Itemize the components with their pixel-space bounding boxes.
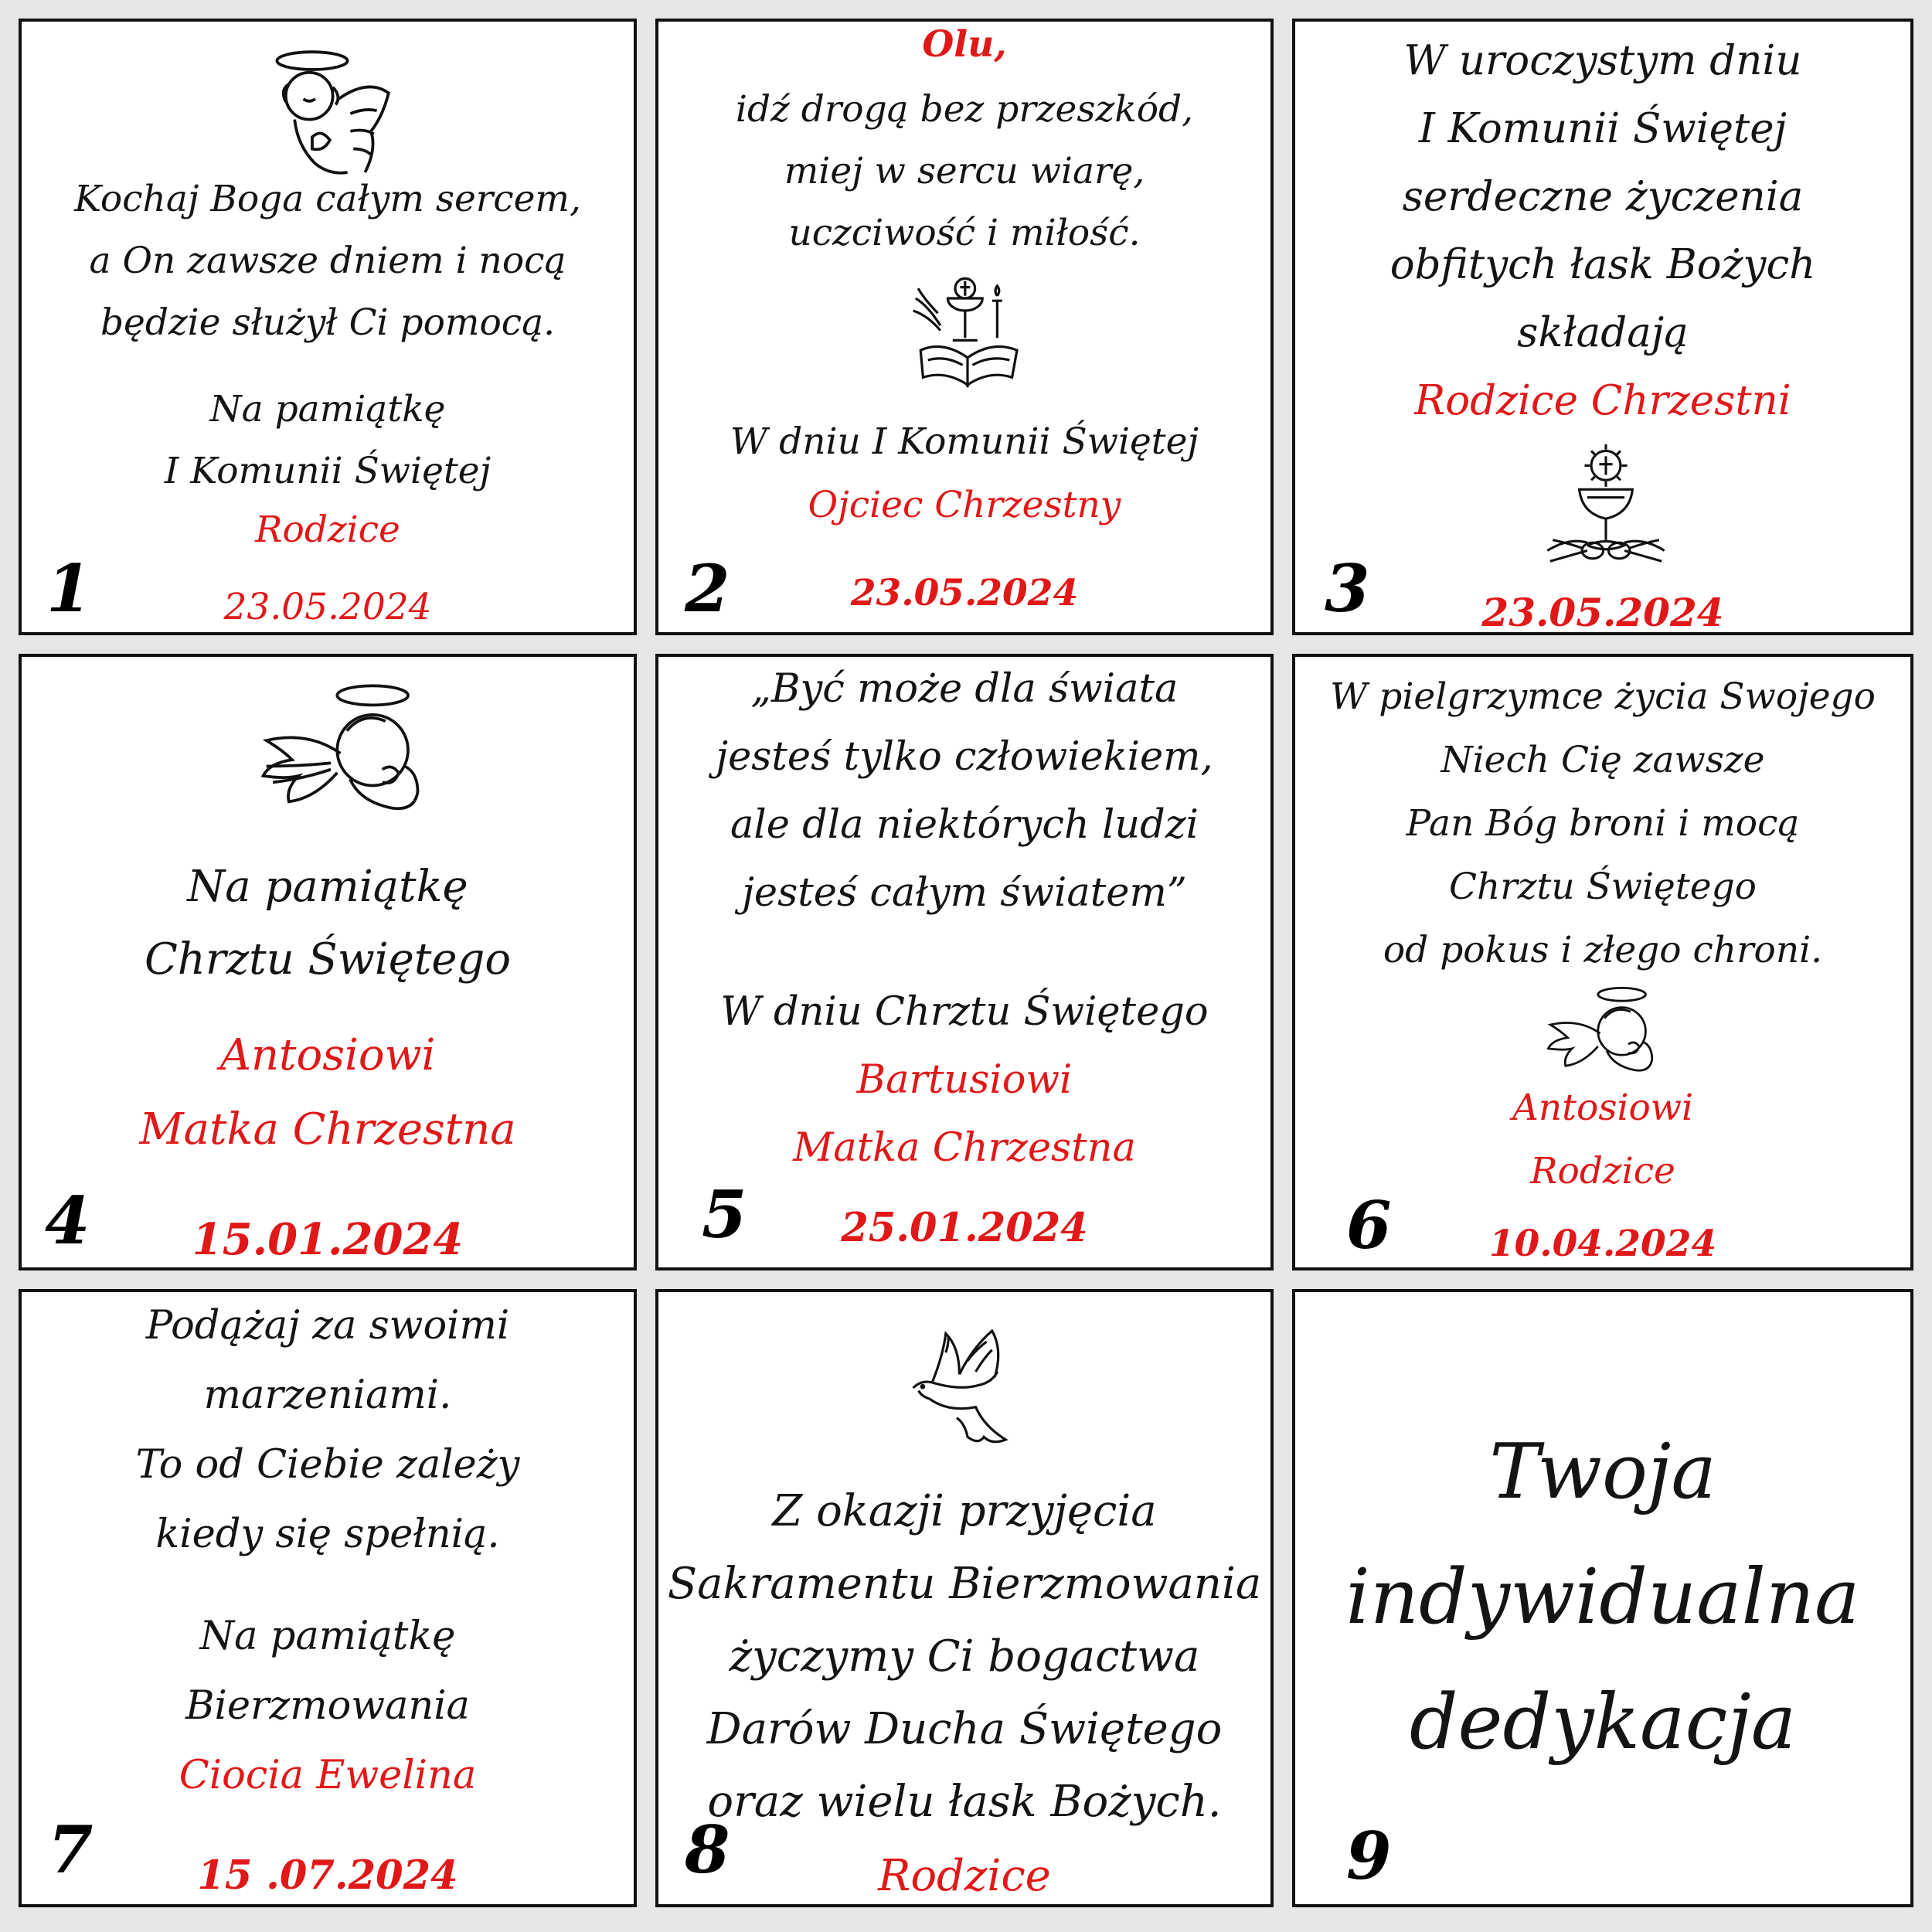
dedication-card-2[interactable]: [655, 19, 1274, 635]
card-1-verse-1: Kochaj Boga całym sercem,: [74, 178, 581, 220]
card-2-signature: Ojciec Chrzestny: [808, 484, 1121, 526]
card-7-verse-3: To od Ciebie zależy: [135, 1442, 520, 1488]
card-8-number: 8: [685, 1811, 730, 1888]
card-1-number: 1: [46, 550, 92, 627]
card-3-date: 23.05.2024: [1481, 590, 1724, 635]
card-5-verse-2: jesteś tylko człowiekiem,: [716, 734, 1213, 780]
card-9-headline-1: Twoja: [1489, 1428, 1716, 1516]
card-5-recipient: Bartusiowi: [856, 1057, 1073, 1103]
card-8-verse-1: Z okazji przyjęcia: [772, 1486, 1157, 1536]
card-6-date: 10.04.2024: [1488, 1223, 1717, 1265]
card-4-memento-2: Chrztu Świętego: [144, 934, 512, 985]
card-7-verse-2: marzeniami.: [203, 1372, 452, 1418]
card-2-memento-1: W dniu I Komunii Świętej: [730, 420, 1199, 463]
card-6-verse-3: Pan Bóg broni i mocą: [1406, 802, 1800, 845]
card-7-memento-2: Bierzmowania: [185, 1683, 470, 1729]
card-2-verse-2: miej w sercu wiarę,: [784, 150, 1145, 192]
dove-icon: [900, 1320, 1036, 1456]
card-1-date: 23.05.2024: [223, 586, 432, 628]
card-6-number: 6: [1346, 1187, 1392, 1264]
card-4-date: 15.01.2024: [192, 1214, 464, 1265]
dedication-card-9[interactable]: [1292, 1289, 1913, 1907]
card-8-signature: Rodzice: [878, 1851, 1051, 1901]
card-6-verse-2: Niech Cię zawsze: [1440, 739, 1765, 781]
card-3-verse-1: W uroczystym dniu: [1403, 37, 1802, 84]
baby-angel-icon: [253, 675, 447, 838]
card-7-memento-1: Na pamiątkę: [199, 1614, 456, 1659]
card-4-number: 4: [45, 1182, 90, 1259]
card-4-memento-1: Na pamiątkę: [187, 862, 468, 912]
card-7-date: 15 .07.2024: [197, 1852, 458, 1899]
card-5-verse-4: jesteś całym światem”: [742, 870, 1187, 916]
card-5-verse-1: „Być może dla świata: [750, 666, 1179, 712]
card-5-verse-3: ale dla niektórych ludzi: [730, 802, 1199, 848]
card-6-signature: Rodzice: [1530, 1150, 1675, 1192]
dedication-card-4[interactable]: [19, 654, 637, 1270]
dedication-card-7[interactable]: [19, 1289, 637, 1907]
card-1-signature: Rodzice: [255, 509, 400, 551]
card-7-signature: Ciocia Ewelina: [179, 1753, 477, 1798]
card-6-verse-4: Chrztu Świętego: [1449, 866, 1757, 908]
card-6-verse-1: W pielgrzymce życia Swojego: [1330, 675, 1876, 718]
card-8-verse-4: Darów Ducha Świętego: [706, 1704, 1223, 1754]
chalice-bible-candle-icon: [906, 274, 1029, 397]
card-3-verse-4: obfitych łask Bożych: [1389, 241, 1816, 288]
card-5-memento-1: W dniu Chrztu Świętego: [720, 989, 1209, 1035]
card-8-verse-2: Sakramentu Bierzmowania: [667, 1559, 1262, 1609]
card-2-verse-1: idź drogą bez przeszkód,: [735, 88, 1194, 131]
card-3-signature: Rodzice Chrzestni: [1414, 377, 1791, 424]
chalice-host-wheat-icon: [1539, 439, 1672, 572]
card-2-addressee: Olu,: [922, 23, 1007, 66]
card-7-number: 7: [48, 1811, 94, 1888]
card-8-verse-5: oraz wielu łask Bożych.: [707, 1777, 1222, 1827]
card-2-verse-3: uczciwość i miłość.: [788, 212, 1141, 254]
card-4-signature: Matka Chrzestna: [139, 1104, 516, 1155]
card-1-verse-2: a On zawsze dniem i nocą: [89, 240, 566, 282]
dedication-card-5[interactable]: [655, 654, 1274, 1270]
card-4-recipient: Antosiowi: [219, 1030, 436, 1080]
card-9-headline-2: indywidualna: [1345, 1553, 1860, 1641]
card-9-headline-3: dedykacja: [1409, 1679, 1797, 1767]
card-1-memento-1: Na pamiątkę: [209, 388, 446, 430]
card-6-recipient: Antosiowi: [1512, 1087, 1694, 1129]
card-9-number: 9: [1346, 1818, 1392, 1894]
card-1-verse-3: będzie służył Ci pomocą.: [100, 301, 556, 344]
card-7-verse-1: Podążaj za swoimi: [145, 1303, 510, 1349]
card-6-verse-5: od pokus i złego chroni.: [1383, 929, 1823, 971]
card-5-number: 5: [702, 1176, 747, 1253]
card-2-date: 23.05.2024: [850, 572, 1079, 614]
card-3-number: 3: [1325, 550, 1370, 627]
card-3-verse-5: składają: [1517, 309, 1689, 356]
dedication-card-1[interactable]: [19, 19, 637, 635]
card-1-memento-2: I Komunii Świętej: [164, 450, 492, 492]
card-8-verse-3: życzymy Ci bogactwa: [729, 1631, 1200, 1682]
dedication-card-6[interactable]: [1292, 654, 1913, 1270]
angel-praying-icon: [253, 40, 400, 187]
card-2-number: 2: [685, 550, 730, 627]
dedication-card-8[interactable]: [655, 1289, 1274, 1907]
card-3-verse-2: I Komunii Świętej: [1418, 105, 1787, 152]
card-5-date: 25.01.2024: [841, 1205, 1088, 1251]
dedication-card-3[interactable]: [1292, 19, 1913, 635]
card-3-verse-3: serdeczne życzenia: [1402, 173, 1804, 220]
baby-angel-icon: [1541, 981, 1672, 1090]
card-7-verse-4: kiedy się spełnią.: [155, 1512, 500, 1557]
card-5-signature: Matka Chrzestna: [793, 1125, 1136, 1171]
